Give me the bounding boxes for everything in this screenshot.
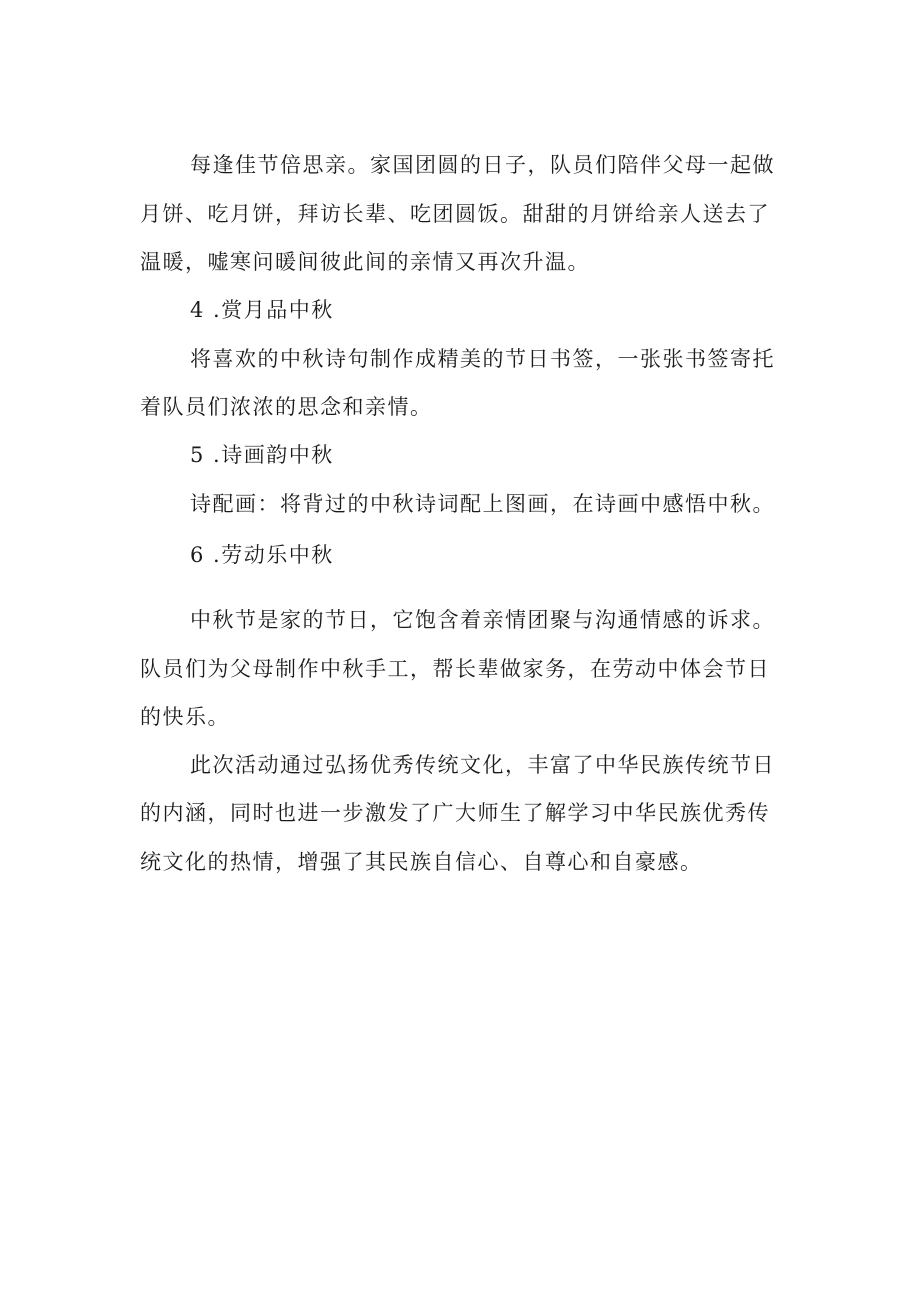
paragraph-line: 中秋节是家的节日，它饱含着亲情团聚与沟通情感的诉求。 [190,608,775,632]
section-heading-4: 4 .赏月品中秋 [190,298,334,322]
paragraph-line: 队员们为父母制作中秋手工，帮长辈做家务，在劳动中体会节日 [140,657,770,681]
paragraph-line: 诗配画：将背过的中秋诗词配上图画，在诗画中感悟中秋。 [190,492,775,516]
paragraph-line: 的内涵，同时也进一步激发了广大师生了解学习中华民族优秀传 [140,801,770,825]
paragraph-line: 的快乐。 [140,705,230,729]
paragraph-line: 着队员们浓浓的思念和亲情。 [140,395,433,419]
paragraph-line: 统文化的热情，增强了其民族自信心、自尊心和自豪感。 [140,850,703,874]
paragraph-line: 月饼、吃月饼，拜访长辈、吃团圆饭。甜甜的月饼给亲人送去了 [140,202,770,226]
paragraph-line: 温暖，嘘寒问暖间彼此间的亲情又再次升温。 [140,250,590,274]
paragraph-line: 此次活动通过弘扬优秀传统文化，丰富了中华民族传统节日 [190,753,775,777]
section-heading-6: 6 .劳动乐中秋 [190,543,334,567]
paragraph-line: 将喜欢的中秋诗句制作成精美的节日书签，一张张书签寄托 [190,347,775,371]
section-heading-5: 5 .诗画韵中秋 [190,443,334,467]
paragraph-line: 每逢佳节倍思亲。家国团圆的日子，队员们陪伴父母一起做 [190,153,775,177]
